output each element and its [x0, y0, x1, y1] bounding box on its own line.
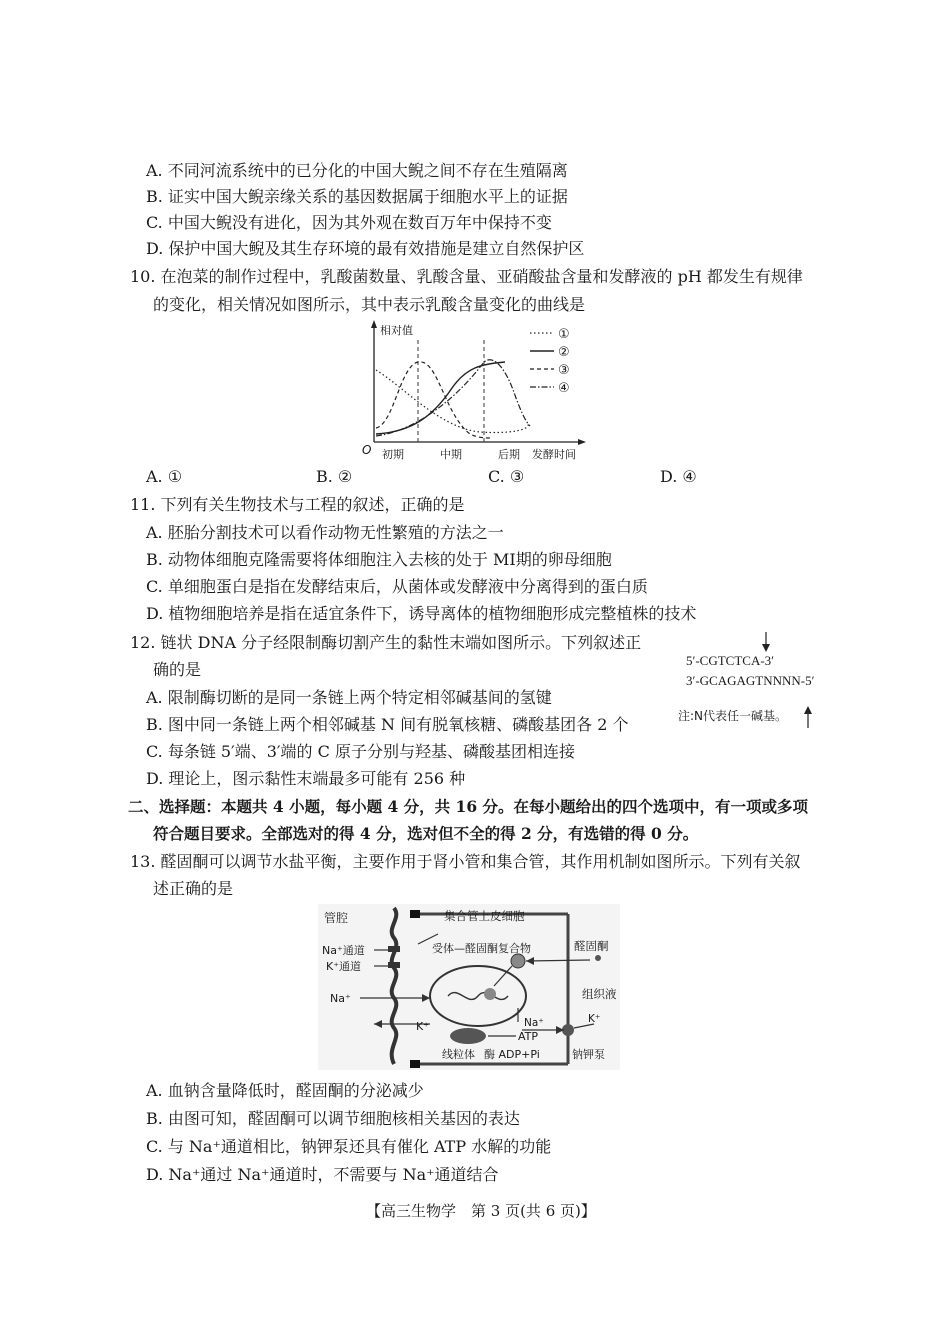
q10-option-a: A. ①	[146, 467, 183, 486]
q9-option-d: D. 保护中国大鲵及其生存环境的最有效措施是建立自然保护区	[146, 239, 585, 258]
nuclear-complex-icon	[484, 988, 496, 1000]
k-channel-label: K⁺通道	[326, 960, 362, 973]
q13-option-b: B. 由图可知，醛固酮可以调节细胞核相关基因的表达	[146, 1109, 520, 1128]
q10-option-d: D. ④	[660, 467, 697, 486]
q13-option-a: A. 血钠含量降低时，醛固酮的分泌减少	[146, 1081, 424, 1100]
y-axis-arrow-icon	[371, 320, 377, 328]
dna-bottom-strand: 3′-GCAGAGTNNNN-5′	[686, 673, 815, 688]
q12-option-d: D. 理论上，图示黏性末端最多可能有 256 种	[146, 769, 466, 788]
q12-option-c: C. 每条链 5′端、3′端的 C 原子分别与羟基、磷酸基团相连接	[146, 742, 575, 761]
page-footer: 【高三生物学 第 3 页(共 6 页)】	[366, 1202, 596, 1220]
na-k-pump-label: 钠钾泵	[572, 1048, 605, 1061]
q10-option-b: B. ②	[316, 467, 353, 486]
na-channel-label: Na⁺通道	[322, 944, 365, 957]
q13-option-c: C. 与 Na⁺通道相比，钠钾泵还具有催化 ATP 水解的功能	[146, 1137, 552, 1156]
na-ion-label: Na⁺	[330, 992, 351, 1005]
tissue-fluid-label: 组织液	[582, 987, 617, 1001]
curve-3	[376, 362, 490, 438]
na-channel-icon	[388, 946, 400, 952]
q12-stem-line1: 12. 链状 DNA 分子经限制酶切割产生的黏性末端如图所示。下列叙述正	[130, 633, 642, 652]
q10-stem-line2: 的变化，相关情况如图所示，其中表示乳酸含量变化的曲线是	[153, 295, 586, 314]
epithelial-cell-label: 集合管上皮细胞	[444, 909, 525, 923]
k-ion-label: K⁺	[416, 1020, 430, 1033]
curve-1	[376, 370, 528, 433]
receptor-complex-icon	[511, 954, 525, 968]
q10-stem-line1: 10. 在泡菜的制作过程中，乳酸菌数量、乳酸含量、亚硝酸盐含量和发酵液的 pH 都发生有规律	[130, 267, 803, 286]
q11-stem: 11. 下列有关生物技术与工程的叙述，正确的是	[130, 495, 465, 514]
q13-stem-line2: 述正确的是	[153, 879, 234, 898]
aldosterone-mechanism-figure	[318, 904, 620, 1070]
legend-label-4: ④	[558, 381, 570, 396]
q10-option-c: C. ③	[488, 467, 525, 486]
k-channel-icon	[388, 962, 400, 968]
q9-option-b: B. 证实中国大鲵亲缘关系的基因数据属于细胞水平上的证据	[146, 187, 568, 206]
pump-k-label: K⁺	[588, 1013, 601, 1025]
q12-stem-line2: 确的是	[153, 660, 202, 679]
atp-label: ATP	[518, 1030, 539, 1043]
dna-top-strand: 5′-CGTCTCA-3′	[686, 653, 775, 668]
enzyme-adp-label: 酶 ADP+Pi	[484, 1048, 540, 1061]
aldosterone-label: 醛固酮	[574, 939, 609, 953]
q12-option-b: B. 图中同一条链上两个相邻碱基 N 间有脱氧核糖、磷酸基团各 2 个	[146, 715, 629, 734]
mitochondrion-icon	[450, 1028, 486, 1044]
mitochondrion-label: 线粒体	[442, 1048, 475, 1061]
lumen-label: 管腔	[324, 911, 349, 925]
pump-na-label: Na⁺	[524, 1017, 544, 1029]
tight-junction-bottom	[410, 1060, 420, 1068]
receptor-complex-label: 受体—醛固酮复合物	[432, 942, 531, 955]
q9-option-a: A. 不同河流系统中的已分化的中国大鲵之间不存在生殖隔离	[146, 161, 568, 180]
tight-junction-top	[410, 910, 420, 918]
q12-option-a: A. 限制酶切断的是同一条链上两个特定相邻碱基间的氢键	[146, 688, 552, 707]
cut-arrow-up-icon	[804, 706, 812, 714]
curve-4	[376, 360, 530, 436]
q11-option-d: D. 植物细胞培养是指在适宜条件下，诱导离体的植物细胞形成完整植株的技术	[146, 604, 697, 623]
q11-option-b: B. 动物体细胞克隆需要将体细胞注入去核的处于 MⅠ期的卵母细胞	[146, 550, 612, 569]
legend-label-3: ③	[558, 363, 570, 378]
x-axis-label: 发酵时间	[532, 448, 576, 461]
y-axis-label: 相对值	[380, 324, 413, 337]
q11-option-c: C. 单细胞蛋白是指在发酵结束后，从菌体或发酵液中分离得到的蛋白质	[146, 577, 648, 596]
q11-option-a: A. 胚胎分割技术可以看作动物无性繁殖的方法之一	[146, 523, 504, 542]
figure-background	[318, 904, 620, 1070]
x-axis-arrow-icon	[578, 439, 586, 445]
origin-label: O	[362, 443, 372, 457]
x-tick-early: 初期	[382, 448, 404, 461]
fermentation-curve-figure	[360, 318, 590, 466]
legend-label-1: ①	[558, 327, 570, 342]
dna-note: 注:N代表任一碱基。	[678, 709, 788, 723]
q13-option-d: D. Na⁺通过 Na⁺通道时，不需要与 Na⁺通道结合	[146, 1165, 499, 1184]
q13-stem-line1: 13. 醛固酮可以调节水盐平衡，主要作用于肾小管和集合管，其作用机制如图所示。下列有关叙	[130, 852, 801, 871]
aldosterone-molecule-icon	[595, 955, 601, 961]
x-tick-late: 后期	[498, 448, 520, 461]
x-tick-mid: 中期	[440, 448, 462, 461]
section2-heading-line1: 二、选择题：本题共 4 小题，每小题 4 分，共 16 分。在每小题给出的四个选项中，有一项或多项	[128, 797, 809, 816]
q9-option-c: C. 中国大鲵没有进化，因为其外观在数百万年中保持不变	[146, 213, 552, 232]
legend-label-2: ②	[558, 345, 570, 360]
cut-arrow-down-icon	[762, 644, 770, 652]
section2-heading-line2: 符合题目要求。全部选对的得 4 分，选对但不全的得 2 分，有选错的得 0 分。	[153, 824, 699, 843]
